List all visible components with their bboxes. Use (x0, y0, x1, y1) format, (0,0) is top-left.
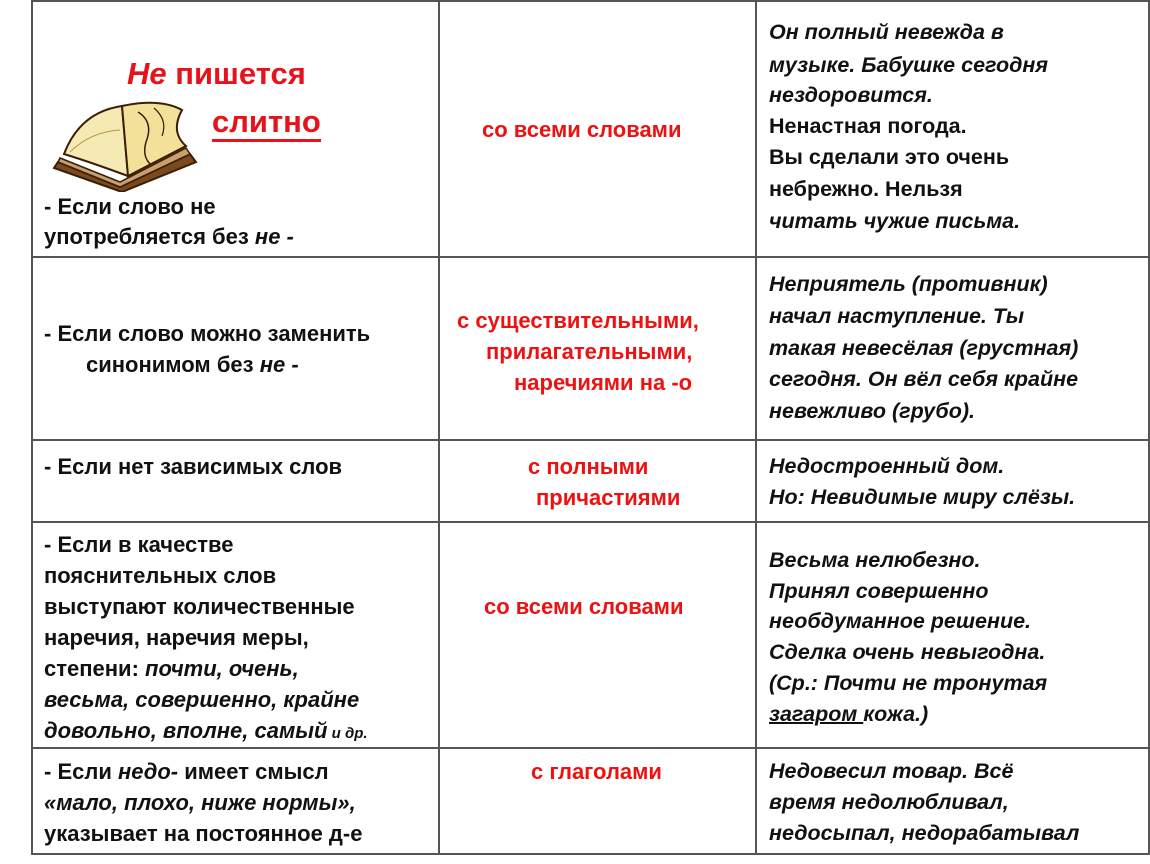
scope-2-line-2: прилагательными, (486, 339, 693, 364)
title-slitno: слитно (212, 104, 321, 142)
title-pishetsya: пишется (175, 56, 306, 91)
examples-3-line-1: Недостроенный дом. (769, 454, 1005, 478)
col-border-left (31, 0, 33, 855)
examples-4-kozha: кожа.) (863, 702, 929, 726)
rule-2-text: синонимом без (86, 352, 260, 377)
rule-1-text: употребляется без (44, 224, 255, 249)
examples-5-line-3: недосыпал, недорабатывал (769, 821, 1080, 845)
rule-1-line-1: - Если слово не (44, 194, 216, 219)
rule-2-ne: не - (259, 352, 299, 377)
row-border-bottom (31, 853, 1150, 855)
rule-4-line-2: пояснительных слов (44, 563, 277, 588)
rule-2-line-1: - Если слово можно заменить (44, 321, 371, 346)
rule-5-line-1 (44, 756, 329, 787)
rule-3-line-1: - Если нет зависимых слов (44, 454, 343, 479)
examples-1-line-1: Он полный невежда в (769, 20, 1004, 44)
open-book-icon (50, 92, 200, 192)
title-ne: Не (127, 56, 167, 91)
examples-1-line-2: музыке. Бабушке сегодня (769, 53, 1049, 77)
rule-2-line-2 (86, 349, 299, 380)
scope-3-line-2: причастиями (536, 485, 681, 510)
examples-3-line-2: Но: Невидимые миру слёзы. (769, 485, 1076, 509)
scope-2-line-1: с существительными, (457, 308, 699, 333)
row-border-3 (31, 521, 1150, 523)
rule-4-line-7 (44, 715, 368, 749)
page-title-slitno (212, 104, 321, 140)
examples-1-line-6: небрежно. Нельзя (769, 177, 963, 201)
rule-5-line-2: «мало, плохо, ниже нормы», (44, 790, 356, 815)
examples-1-line-5: Вы сделали это очень (769, 145, 1010, 169)
examples-2-line-5: невежливо (грубо). (769, 399, 975, 423)
examples-1-line-7: читать чужие письма. (769, 209, 1021, 233)
page-title (127, 56, 306, 92)
col-border-1 (438, 0, 440, 855)
rule-1-ne: не - (254, 224, 294, 249)
rule-4-line-1: - Если в качестве (44, 532, 234, 557)
rule-5-smysl: имеет смысл (178, 759, 329, 784)
examples-2-line-4: сегодня. Он вёл себя крайне (769, 367, 1079, 391)
examples-4-line-5: (Ср.: Почти не тронутая (769, 671, 1048, 695)
rule-4-line-5 (44, 653, 299, 684)
examples-4-line-2: Принял совершенно (769, 579, 989, 603)
scope-2-line-3: наречиями на -о (514, 370, 693, 395)
scope-5: с глаголами (531, 759, 662, 784)
rule-4-pochti: почти, очень, (145, 656, 299, 681)
rule-4-dovolno: довольно, вполне, самый (44, 718, 328, 743)
examples-1-line-4: Ненастная погода. (769, 114, 967, 138)
examples-4-line-4: Сделка очень невыгодна. (769, 640, 1046, 664)
examples-4-line-6 (769, 699, 928, 730)
rule-5-nedo: недо- (117, 759, 179, 784)
rule-4-line-4: наречия, наречия меры, (44, 625, 309, 650)
rule-5-line-3: указывает на постоянное д-е (44, 821, 363, 846)
rule-5-esli: - Если (44, 759, 118, 784)
examples-2-line-1: Неприятель (противник) (769, 272, 1048, 296)
examples-4-zagarom: загаром (769, 702, 864, 726)
examples-4-line-1: Весьма нелюбезно. (769, 548, 981, 572)
rule-4-i-dr: и др. (327, 725, 368, 742)
rule-4-line-6: весьма, совершенно, крайне (44, 687, 360, 712)
row-border-1 (31, 256, 1150, 258)
scope-3-line-1: с полными (528, 454, 649, 479)
examples-5-line-2: время недолюбливал, (769, 790, 1009, 814)
rule-1-line-2 (44, 221, 294, 252)
examples-5-line-1: Недовесил товар. Всё (769, 759, 1014, 783)
scope-1: со всеми словами (482, 117, 682, 142)
col-border-2 (755, 0, 757, 855)
scope-4: со всеми словами (484, 594, 684, 619)
examples-2-line-2: начал наступление. Ты (769, 304, 1025, 328)
rule-4-line-3: выступают количественные (44, 594, 355, 619)
examples-4-line-3: необдуманное решение. (769, 609, 1032, 633)
examples-1-line-3: нездоровится. (769, 83, 933, 107)
row-border-top (31, 0, 1150, 2)
examples-2-line-3: такая невесёлая (грустная) (769, 336, 1079, 360)
rule-4-stepeni: степени: (44, 656, 146, 681)
row-border-2 (31, 439, 1150, 441)
